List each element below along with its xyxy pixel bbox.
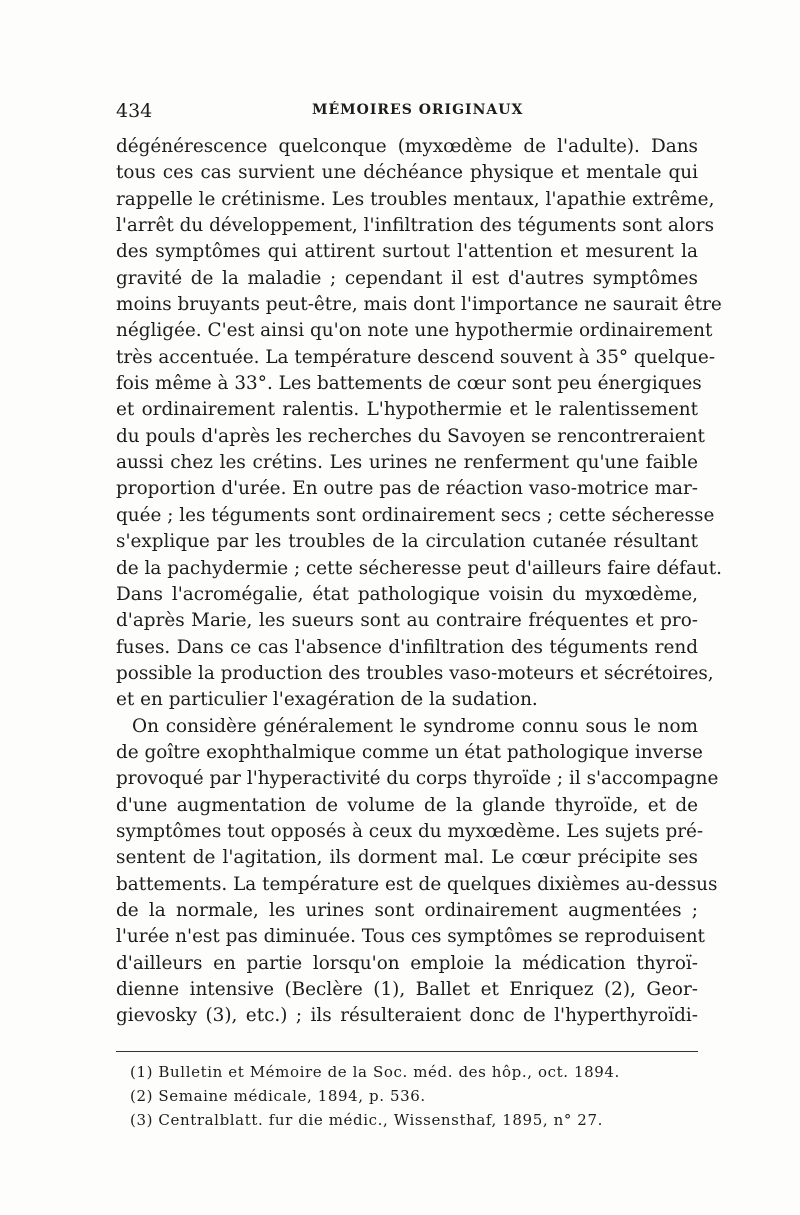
footnote-rule — [116, 1051, 698, 1052]
text-line: d'ailleurs en partie lorsqu'on emploie la médication thyroï- — [116, 952, 698, 974]
footnote: (3) Centralblatt. fur die médic., Wissensthaf, 1895, n° 27. — [130, 1111, 603, 1129]
page-number: 434 — [116, 100, 153, 122]
text-line: gievosky (3), etc.) ; ils résulteraient donc de l'hyperthyroïdi- — [116, 1005, 698, 1027]
footnote: (2) Semaine médicale, 1894, p. 536. — [130, 1087, 426, 1105]
running-head: MÉMOIRES ORIGINAUX — [312, 102, 524, 118]
text-line: tous ces cas survient une déchéance physique et mentale qui — [116, 162, 698, 184]
text-line: gravité de la maladie ; cependant il est d'autres symptômes — [116, 267, 698, 289]
text-line: d'une augmentation de volume de la glande thyroïde, et de — [116, 794, 698, 816]
text-line: du pouls d'après les recherches du Savoyen se rencontreraient — [116, 425, 705, 447]
text-line: On considère généralement le syndrome connu sous le nom — [132, 715, 698, 737]
text-line: dienne intensive (Beclère (1), Ballet et Enriquez (2), Geor- — [116, 979, 698, 1000]
text-line: symptômes tout opposés à ceux du myxœdème. Les sujets pré- — [116, 820, 704, 842]
text-line: proportion d'urée. En outre pas de réaction vaso-motrice mar- — [116, 478, 698, 500]
text-line: de goître exophthalmique comme un état pathologique inverse — [116, 741, 703, 763]
text-line: moins bruyants peut-être, mais dont l'importance ne saurait être — [116, 294, 722, 316]
text-line: et en particulier l'exagération de la sudation. — [116, 689, 538, 711]
text-line: l'arrêt du développement, l'infiltration des téguments sont alors — [116, 215, 715, 237]
body-text — [116, 134, 722, 1030]
text-line: des symptômes qui attirent surtout l'attention et mesurent la — [116, 241, 698, 263]
text-line: fois même à 33°. Les battements de cœur sont peu énergiques — [116, 373, 702, 395]
text-line: négligée. C'est ainsi qu'on note une hypothermie ordinairement — [116, 320, 713, 342]
text-line: et ordinairement ralentis. L'hypothermie et le ralentissement — [116, 399, 698, 421]
text-line: fuses. Dans ce cas l'absence d'infiltration des téguments rend — [116, 636, 698, 658]
text-line: l'urée n'est pas diminuée. Tous ces symptômes se reproduisent — [116, 926, 705, 948]
text-line: très accentuée. La température descend souvent à 35° quelque- — [116, 346, 716, 368]
footnotes — [130, 1060, 690, 1132]
text-line: de la pachydermie ; cette sécheresse peut d'ailleurs faire défaut. — [116, 557, 722, 579]
text-line: d'après Marie, les sueurs sont au contraire fréquentes et pro- — [116, 610, 698, 632]
text-line: dégénérescence quelconque (myxœdème de l'adulte). Dans — [116, 136, 698, 157]
page-header — [116, 100, 698, 126]
text-line: de la normale, les urines sont ordinairement augmentées ; — [116, 899, 698, 921]
text-line: s'explique par les troubles de la circulation cutanée résultant — [116, 531, 698, 553]
text-line: aussi chez les crétins. Les urines ne renferment qu'une faible — [116, 452, 698, 474]
text-line: battements. La température est de quelques dixièmes au-dessus — [116, 873, 718, 895]
text-line: rappelle le crétinisme. Les troubles mentaux, l'apathie extrême, — [116, 188, 715, 210]
text-line: provoqué par l'hyperactivité du corps thyroïde ; il s'accompagne — [116, 768, 719, 790]
text-line: Dans l'acromégalie, état pathologique voisin du myxœdème, — [116, 583, 698, 605]
footnote: (1) Bulletin et Mémoire de la Soc. méd. des hôp., oct. 1894. — [130, 1063, 620, 1081]
text-line: quée ; les téguments sont ordinairement secs ; cette sécheresse — [116, 504, 715, 526]
text-line: sentent de l'agitation, ils dorment mal. Le cœur précipite ses — [116, 847, 698, 869]
text-line: possible la production des troubles vaso-moteurs et sécrétoires, — [116, 662, 714, 684]
